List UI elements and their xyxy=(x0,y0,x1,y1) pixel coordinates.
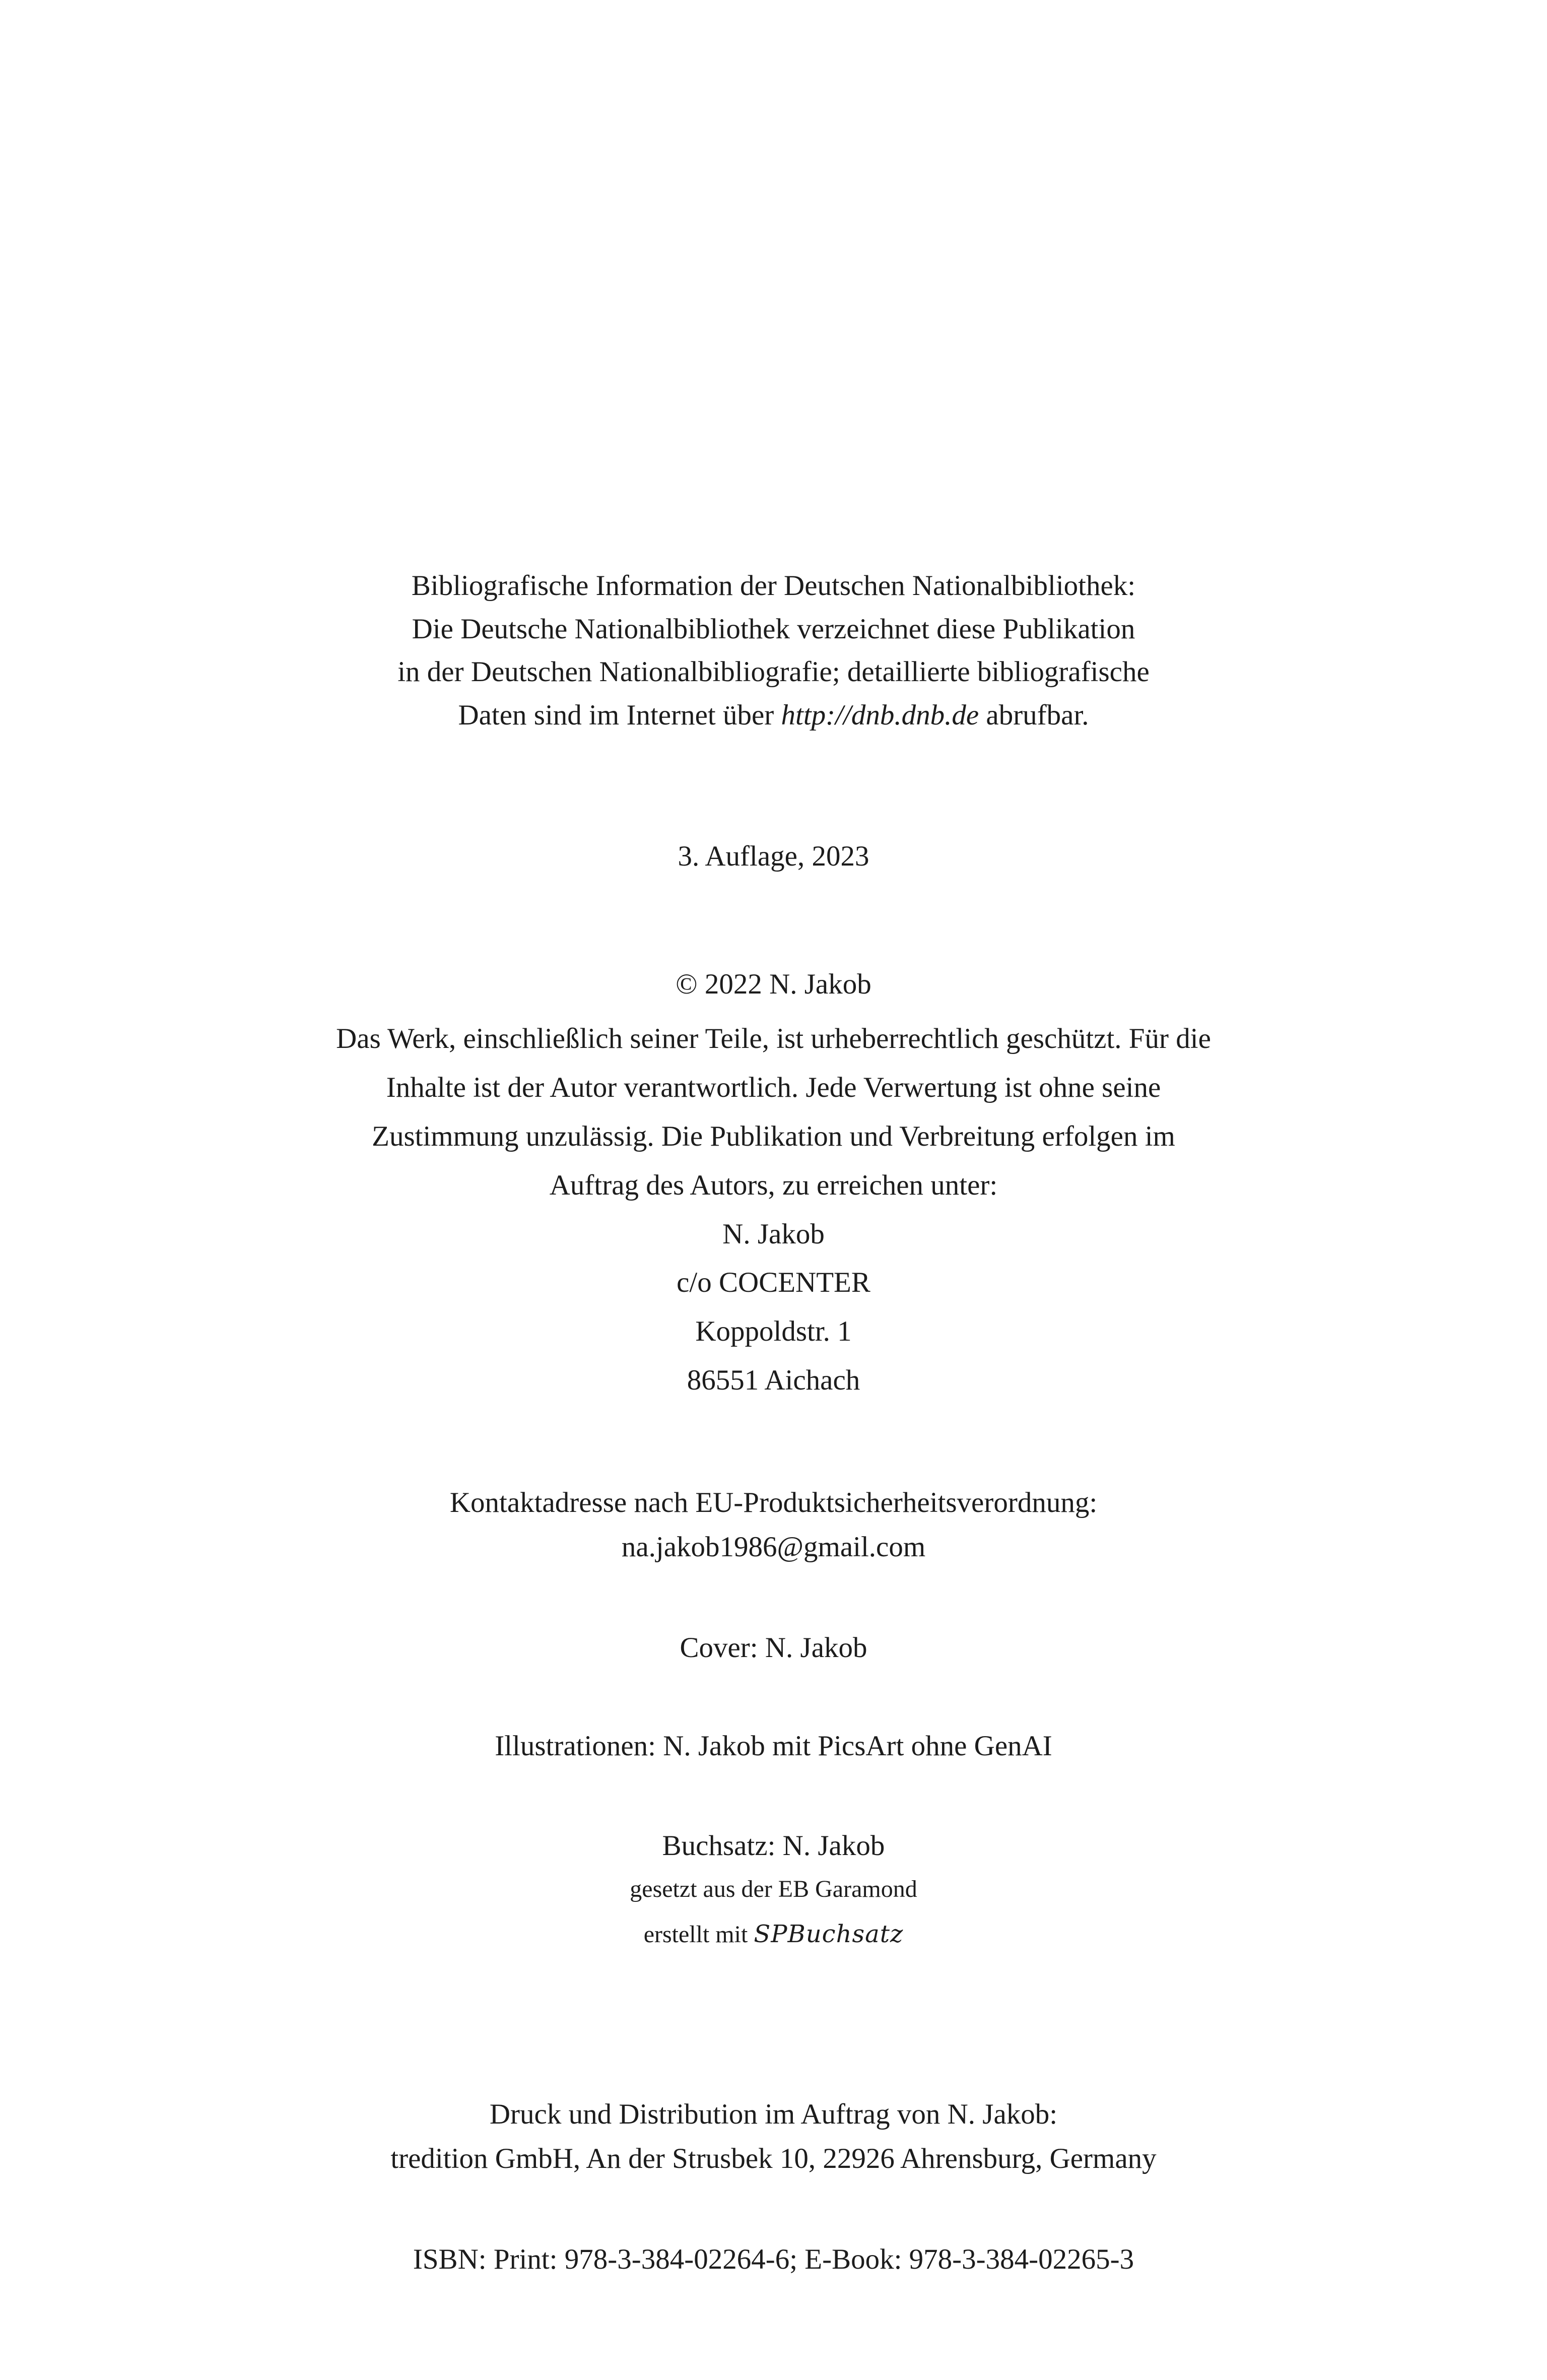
isbn-line: ISBN: Print: 978-3-384-02264-6; E-Book: 978-3-384-02265-3 xyxy=(413,2243,1134,2275)
contact-care-of: c/o COCENTER xyxy=(677,1267,870,1299)
typesetting-line-1: Buchsatz: N. Jakob xyxy=(662,1829,885,1862)
eu-contact-email: na.jakob1986@gmail.com xyxy=(621,1531,926,1563)
rights-line-4: Auftrag des Autors, zu erreichen unter: xyxy=(549,1169,998,1201)
bibliographic-line-1: Bibliografische Information der Deutschen Nationalbibliothek: xyxy=(411,570,1136,602)
contact-city: 86551 Aichach xyxy=(687,1364,860,1397)
eu-contact-block xyxy=(0,1481,1547,1570)
illustrations-credit: Illustrationen: N. Jakob mit PicsArt ohne GenAI xyxy=(495,1730,1052,1762)
typesetting-line-2: gesetzt aus der EB Garamond xyxy=(630,1876,917,1903)
typesetting-line-3-prefix: erstellt mit xyxy=(643,1921,754,1948)
typesetting-line-3 xyxy=(0,1912,1547,1957)
cover-credit: Cover: N. Jakob xyxy=(680,1631,867,1664)
print-distribution-line-1: Druck und Distribution im Auftrag von N. Jakob: xyxy=(489,2098,1058,2130)
edition-line: 3. Auflage, 2023 xyxy=(678,840,869,872)
dnb-url: http://dnb.dnb.de xyxy=(781,699,979,731)
rights-line-3: Zustimmung unzulässig. Die Publikation und Verbreitung erfolgen im xyxy=(372,1120,1175,1152)
bibliographic-line-3: in der Deutschen Nationalbibliografie; detaillierte bibliografische xyxy=(397,656,1150,688)
typesetting-block xyxy=(0,1824,1547,1957)
contact-street: Koppoldstr. 1 xyxy=(695,1315,852,1348)
eu-contact-line: Kontaktadresse nach EU-Produktsicherheitsverordnung: xyxy=(449,1487,1098,1519)
bibliographic-line-4-prefix: Daten sind im Internet über xyxy=(458,699,781,731)
bibliographic-line-2: Die Deutsche Nationalbibliothek verzeichnet diese Publikation xyxy=(412,613,1135,645)
print-distribution-line-2: tredition GmbH, An der Strusbek 10, 22926 Ahrensburg, Germany xyxy=(390,2143,1157,2175)
rights-and-address xyxy=(0,1015,1547,1405)
copyright-line: © 2022 N. Jakob xyxy=(676,968,871,1000)
contact-name: N. Jakob xyxy=(722,1218,825,1250)
spbuchsatz-wordmark: SPBuchsatz xyxy=(754,1920,904,1949)
bibliographic-note xyxy=(0,564,1547,737)
rights-line-1: Das Werk, einschließlich seiner Teile, ist urheberrechtlich geschützt. Für die xyxy=(336,1023,1211,1054)
bibliographic-line-4 xyxy=(458,699,1089,731)
print-distribution-block xyxy=(0,2092,1547,2181)
rights-line-2: Inhalte ist der Autor verantwortlich. Jede Verwertung ist ohne seine xyxy=(386,1071,1161,1103)
bibliographic-line-4-suffix: abrufbar. xyxy=(979,699,1089,731)
